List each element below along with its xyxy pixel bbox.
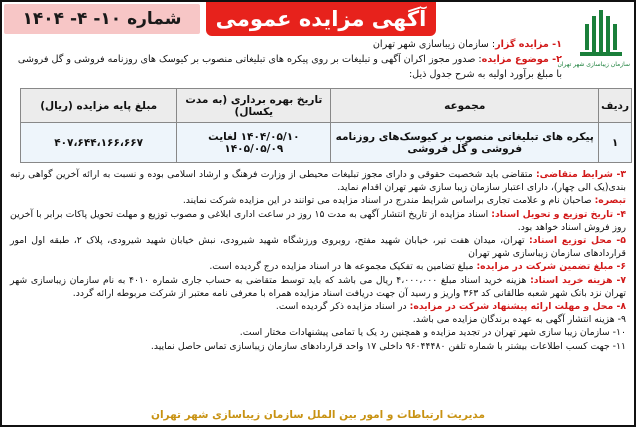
clause: ۶- مبلغ تضمین شرکت در مزایده: مبلغ تضامین به تفکیک مجموعه ها در اسناد مزایده درج گردیده است. [209,261,626,273]
clause: ۹- هزینه انتشار آگهی به عهده برندگان مزایده می باشد. [412,314,626,326]
notice-title: آگهی مزایده عمومی [206,2,436,36]
header [2,2,634,36]
clause: ۷- هزینه خرید اسناد: هزینه خرید اسناد مبلغ ۴،۰۰۰،۰۰۰ ریال می باشد که باید توسط متقاضی به حساب جاری شماره ۴۰۱۰ به نام سازمان زیباسازی شهر تهران نزد بانک شهر شعبه طالقانی کد ۳۶۳ واریز و رسید آن جهت دریافت اسناد مزایده همراه با معرفی نامه معتبر از شرکت مربوطه ارائه گردد. [10,274,626,299]
table-row [21,123,632,163]
footer-signature: مدیریت ارتباطات و امور بین الملل سازمان زیباسازی شهر تهران [151,409,485,421]
intro-line-2: ۲- موضوع مزایده: صدور مجوز اکران آگهی و تبلیغات بر روی پیکره های تبلیغاتی منصوب بر کیوسک های روزنامه فروشی و گل فروشی [17,54,562,65]
notice-body [10,168,626,353]
cell-title: پیکره های تبلیغاتی منصوب بر کیوسک‌های روزنامه فروشی و گل فروشی [331,123,599,163]
col-header-date: تاریخ بهره برداری (به مدت یکسال) [177,89,331,123]
clause: تبصره: صاحبان نام و علامت تجاری براساس شرایط مندرج در اسناد مزایده می توانند در این مزایده شرکت نمایند. [182,195,626,207]
col-header-price: مبلغ پایه مزایده (ریال) [21,89,177,123]
clause: ۸- محل و مهلت ارائه پیشنهاد شرکت در مزایده: در اسناد مزایده ذکر گردیده است. [275,301,626,313]
col-header-row: ردیف [599,89,632,123]
cell-row: ۱ [599,123,632,163]
organization-logo [557,8,630,76]
clause: ۴- تاریخ توزیع و تحویل اسناد: اسناد مزایده از تاریخ انتشار آگهی به مدت ۱۵ روز در ساعت اداری ابلاغی و مصوب توزیع و مهلت تحویل پاکات برابر با آخرین روز فروش اسناد خواهد بود. [10,208,626,233]
intro-line-1: ۱- مزایده گزار: سازمان زیباسازی شهر تهران [372,39,562,50]
clause: ۱۱- جهت کسب اطلاعات بیشتر با شماره تلفن ۹۶۰۴۴۴۸۰ داخلی ۱۷ واحد قراردادهای سازمان زیباسازی تماس حاصل نمایید. [150,340,626,352]
intro-line-3: با مبلغ برآورد اولیه به شرح جدول ذیل: [408,69,562,80]
cell-price: ۴۰۷،۶۴۴،۱۶۶،۶۶۷ [21,123,177,163]
cell-date: ۱۴۰۴/۰۵/۱۰ لغایت ۱۴۰۵/۰۵/۰۹ [177,123,331,163]
logo-caption: سازمان زیباسازی شهر تهران [557,61,630,68]
tehran-municipality-logo-icon [578,8,624,60]
auction-table [20,88,632,163]
clause: ۳- شرایط متقاضی: متقاضی باید شخصیت حقوقی و دارای مجوز تبلیغات محیطی از وزارت فرهنگ و ارشاد اسلامی بوده و نسبت به ارائه آخرین گواهی رتبه بندی(یک الی چهار)، دارای اعتبار سازمان زیبا سازی شهر تهران اقدام نماید. [10,169,627,194]
col-header-title: مجموعه [331,89,599,123]
clause: ۱۰- سازمان زیبا سازی شهر تهران در تجدید مزایده و همچنین رد یک یا تمامی پیشنهادات مختار است. [239,327,626,339]
clause: ۵- محل توزیع اسناد: تهران، میدان هفت تیر، خیابان شهید مفتح، روبروی ورزشگاه شهید شیرودی، نبش خیابان شهید شیرودی، پلاک ۲، طبقه اول امور قراردادهای سازمان زیباسازی شهر تهران [10,235,626,260]
notice-number: شماره ۱۰- ۴- ۱۴۰۴ [4,4,200,34]
